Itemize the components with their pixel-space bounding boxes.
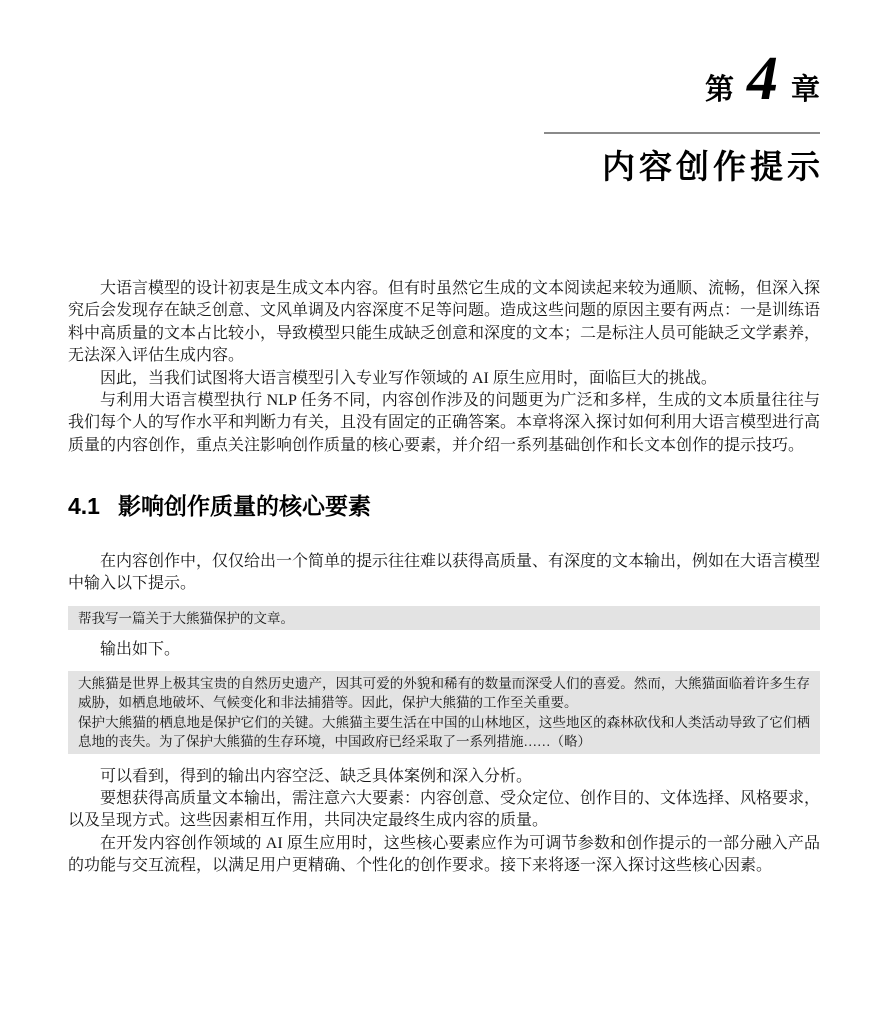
intro-paragraph-2: 因此，当我们试图将大语言模型引入专业写作领域的 AI 原生应用时，面临巨大的挑战。	[100, 369, 717, 387]
section-title: 影响创作质量的核心要素	[117, 493, 371, 520]
prompt-example-text: 帮我写一篇关于大熊猫保护的文章。	[78, 610, 294, 626]
chapter-number: 4	[746, 45, 778, 113]
body-text-column	[68, 278, 820, 878]
section-heading	[68, 493, 820, 521]
section-number: 4.1	[68, 493, 100, 520]
intro-paragraph-3: 与利用大语言模型执行 NLP 任务不同，内容创作涉及的问题更为广泛和多样，生成的文本质量往往与我们每个人的写作水平和判断力有关，且没有固定的正确答案。本章将深入探讨如何利用大语言模型进行高质量的内容创作，重点关注影响创作质量的核心要素，并介绍一系列基础创作和长文本创作的提示技巧。	[68, 392, 821, 454]
chapter-divider-line	[544, 132, 820, 134]
chapter-label-prefix: 第	[704, 74, 734, 106]
closing-paragraph-1: 可以看到，得到的输出内容空泛、缺乏具体案例和深入分析。	[100, 767, 533, 785]
chapter-number-line	[704, 45, 820, 113]
closing-paragraph-3: 在开发内容创作领域的 AI 原生应用时，这些核心要素应作为可调节参数和创作提示的一部分融入产品的功能与交互流程，以满足用户更精确、个性化的创作要求。接下来将逐一深入探讨这些核心因素。	[68, 834, 820, 875]
model-output-paragraph-2: 保护大熊猫的栖息地是保护它们的关键。大熊猫主要生活在中国的山林地区，这些地区的森林砍伐和人类活动导致了它们栖息地的丧失。为了保护大熊猫的生存环境，中国政府已经采取了一系列措施……（略）	[78, 714, 810, 750]
closing-paragraph-2: 要想获得高质量文本输出，需注意六大要素：内容创意、受众定位、创作目的、文体选择、风格要求，以及呈现方式。这些因素相互作用，共同决定最终生成内容的质量。	[68, 789, 821, 830]
prompt-example-box	[68, 606, 820, 631]
model-output-paragraph-1: 大熊猫是世界上极其宝贵的自然历史遗产，因其可爱的外貌和稀有的数量而深受人们的喜爱。然而，大熊猫面临着许多生存威胁，如栖息地破坏、气候变化和非法捕猎等。因此，保护大熊猫的工作至关重要。	[78, 675, 810, 711]
model-output-box	[68, 671, 820, 754]
output-label: 输出如下。	[100, 641, 181, 659]
section-intro-paragraph: 在内容创作中，仅仅给出一个简单的提示往往难以获得高质量、有深度的文本输出，例如在大语言模型中输入以下提示。	[68, 552, 821, 593]
intro-paragraph-1: 大语言模型的设计初衷是生成文本内容。但有时虽然它生成的文本阅读起来较为通顺、流畅，但深入探究后会发现存在缺乏创意、文风单调及内容深度不足等问题。造成这些问题的原因主要有两点：一是训练语料中高质量的文本占比较小，导致模型只能生成缺乏创意和深度的文本；二是标注人员可能缺乏文学素养，无法深入评估生成内容。	[68, 280, 821, 365]
chapter-label-suffix: 章	[790, 74, 820, 106]
chapter-title: 内容创作提示	[602, 148, 824, 185]
